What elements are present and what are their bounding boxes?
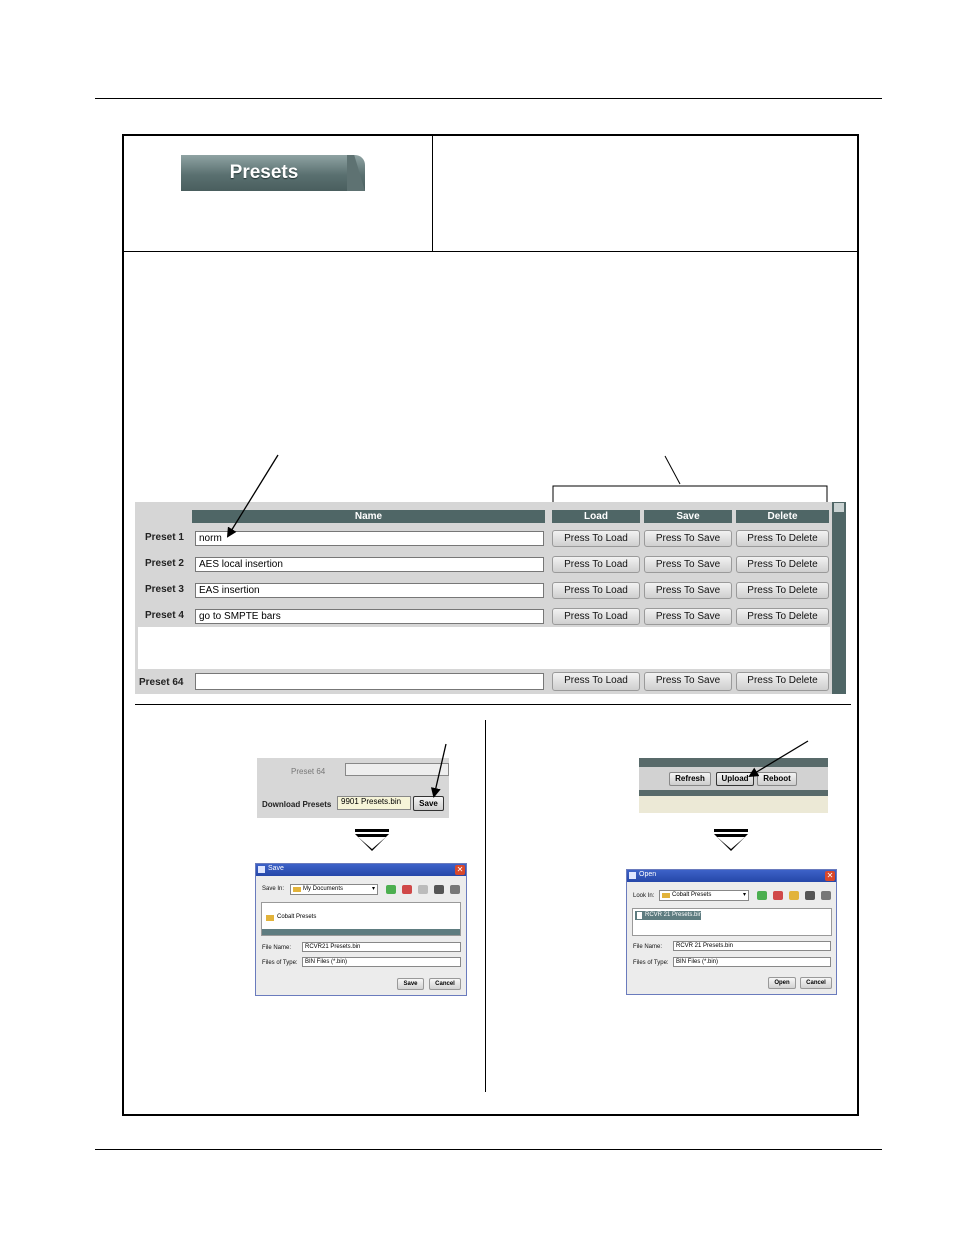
delete-button[interactable]: Press To Delete bbox=[736, 556, 829, 573]
delete-button[interactable]: Press To Delete bbox=[736, 672, 829, 691]
chevron-down-icon: ▾ bbox=[742, 892, 746, 898]
delete-button[interactable]: Press To Delete bbox=[736, 530, 829, 547]
callout-arrow-upload bbox=[750, 741, 808, 776]
preset-64-label: Preset 64 bbox=[291, 767, 326, 776]
preset-label: Preset 1 bbox=[145, 532, 184, 543]
file-item-rcvr21-presets[interactable]: RCVR 21 Presets.bin bbox=[645, 912, 703, 918]
column-header-delete: Delete bbox=[736, 510, 829, 523]
dialog-cancel-button[interactable]: Cancel bbox=[800, 977, 832, 989]
files-of-type-label: Files of Type: bbox=[262, 960, 298, 966]
folder-item-cobalt-presets[interactable]: Cobalt Presets bbox=[277, 914, 317, 920]
close-icon[interactable]: ✕ bbox=[826, 871, 834, 880]
close-icon[interactable]: ✕ bbox=[456, 865, 464, 874]
upload-button[interactable]: Upload bbox=[716, 772, 754, 786]
column-header-save: Save bbox=[644, 510, 732, 523]
save-button[interactable]: Press To Save bbox=[644, 608, 732, 625]
dialog-open-button[interactable]: Open bbox=[768, 977, 796, 989]
files-of-type-combo[interactable]: BIN Files (*.bin) bbox=[302, 957, 461, 967]
file-name-field[interactable]: RCVR 21 Presets.bin bbox=[673, 941, 831, 951]
load-button[interactable]: Press To Load bbox=[552, 672, 640, 691]
column-header-load: Load bbox=[552, 510, 640, 523]
file-name-label: File Name: bbox=[262, 945, 292, 951]
load-button[interactable]: Press To Load bbox=[552, 608, 640, 625]
delete-button[interactable]: Press To Delete bbox=[736, 582, 829, 599]
save-in-label: Save In: bbox=[262, 886, 285, 892]
reboot-button[interactable]: Reboot bbox=[757, 772, 797, 786]
callout-line-buttons bbox=[665, 456, 680, 484]
save-button[interactable]: Press To Save bbox=[644, 672, 732, 691]
preset-name-field[interactable]: EAS insertion bbox=[195, 583, 544, 598]
chevron-down-icon: ▾ bbox=[371, 886, 375, 892]
file-name-field[interactable]: RCVR21 Presets.bin bbox=[302, 942, 461, 952]
save-button[interactable]: Press To Save bbox=[644, 556, 732, 573]
save-button[interactable]: Press To Save bbox=[644, 582, 732, 599]
files-of-type-combo[interactable]: BIN Files (*.bin) bbox=[673, 957, 831, 967]
buttons-bracket bbox=[553, 486, 827, 502]
refresh-button[interactable]: Refresh bbox=[669, 772, 711, 786]
delete-button[interactable]: Press To Delete bbox=[736, 608, 829, 625]
callout-arrow-name-field bbox=[228, 455, 278, 536]
save-dialog-title: Save bbox=[268, 865, 284, 872]
presets-tab-label: Presets bbox=[229, 162, 299, 183]
preset-label: Preset 2 bbox=[145, 558, 184, 569]
save-in-value: My Documents bbox=[303, 886, 344, 892]
load-button[interactable]: Press To Load bbox=[552, 556, 640, 573]
preset-label: Preset 64 bbox=[139, 677, 184, 688]
download-filename-field[interactable]: 9901 Presets.bin bbox=[337, 796, 411, 810]
download-presets-label: Download Presets bbox=[262, 800, 332, 809]
look-in-label: Look In: bbox=[633, 893, 655, 899]
file-name-label: File Name: bbox=[633, 944, 663, 950]
save-button[interactable]: Press To Save bbox=[644, 530, 732, 547]
load-button[interactable]: Press To Load bbox=[552, 582, 640, 599]
download-save-button[interactable]: Save bbox=[413, 796, 444, 811]
column-header-name: Name bbox=[192, 510, 545, 523]
preset-name-field[interactable]: AES local insertion bbox=[195, 557, 544, 572]
preset-name-field[interactable]: go to SMPTE bars bbox=[195, 609, 544, 624]
dialog-cancel-button[interactable]: Cancel bbox=[429, 978, 461, 990]
open-dialog-title: Open bbox=[639, 871, 657, 878]
files-of-type-label: Files of Type: bbox=[633, 960, 669, 966]
preset-label: Preset 4 bbox=[145, 610, 184, 621]
preset-label: Preset 3 bbox=[145, 584, 184, 595]
load-button[interactable]: Press To Load bbox=[552, 530, 640, 547]
callout-arrow-save bbox=[434, 744, 446, 796]
look-in-value: Cobalt Presets bbox=[672, 892, 712, 898]
preset-name-field[interactable]: norm bbox=[195, 531, 544, 546]
dialog-save-button[interactable]: Save bbox=[397, 978, 424, 990]
